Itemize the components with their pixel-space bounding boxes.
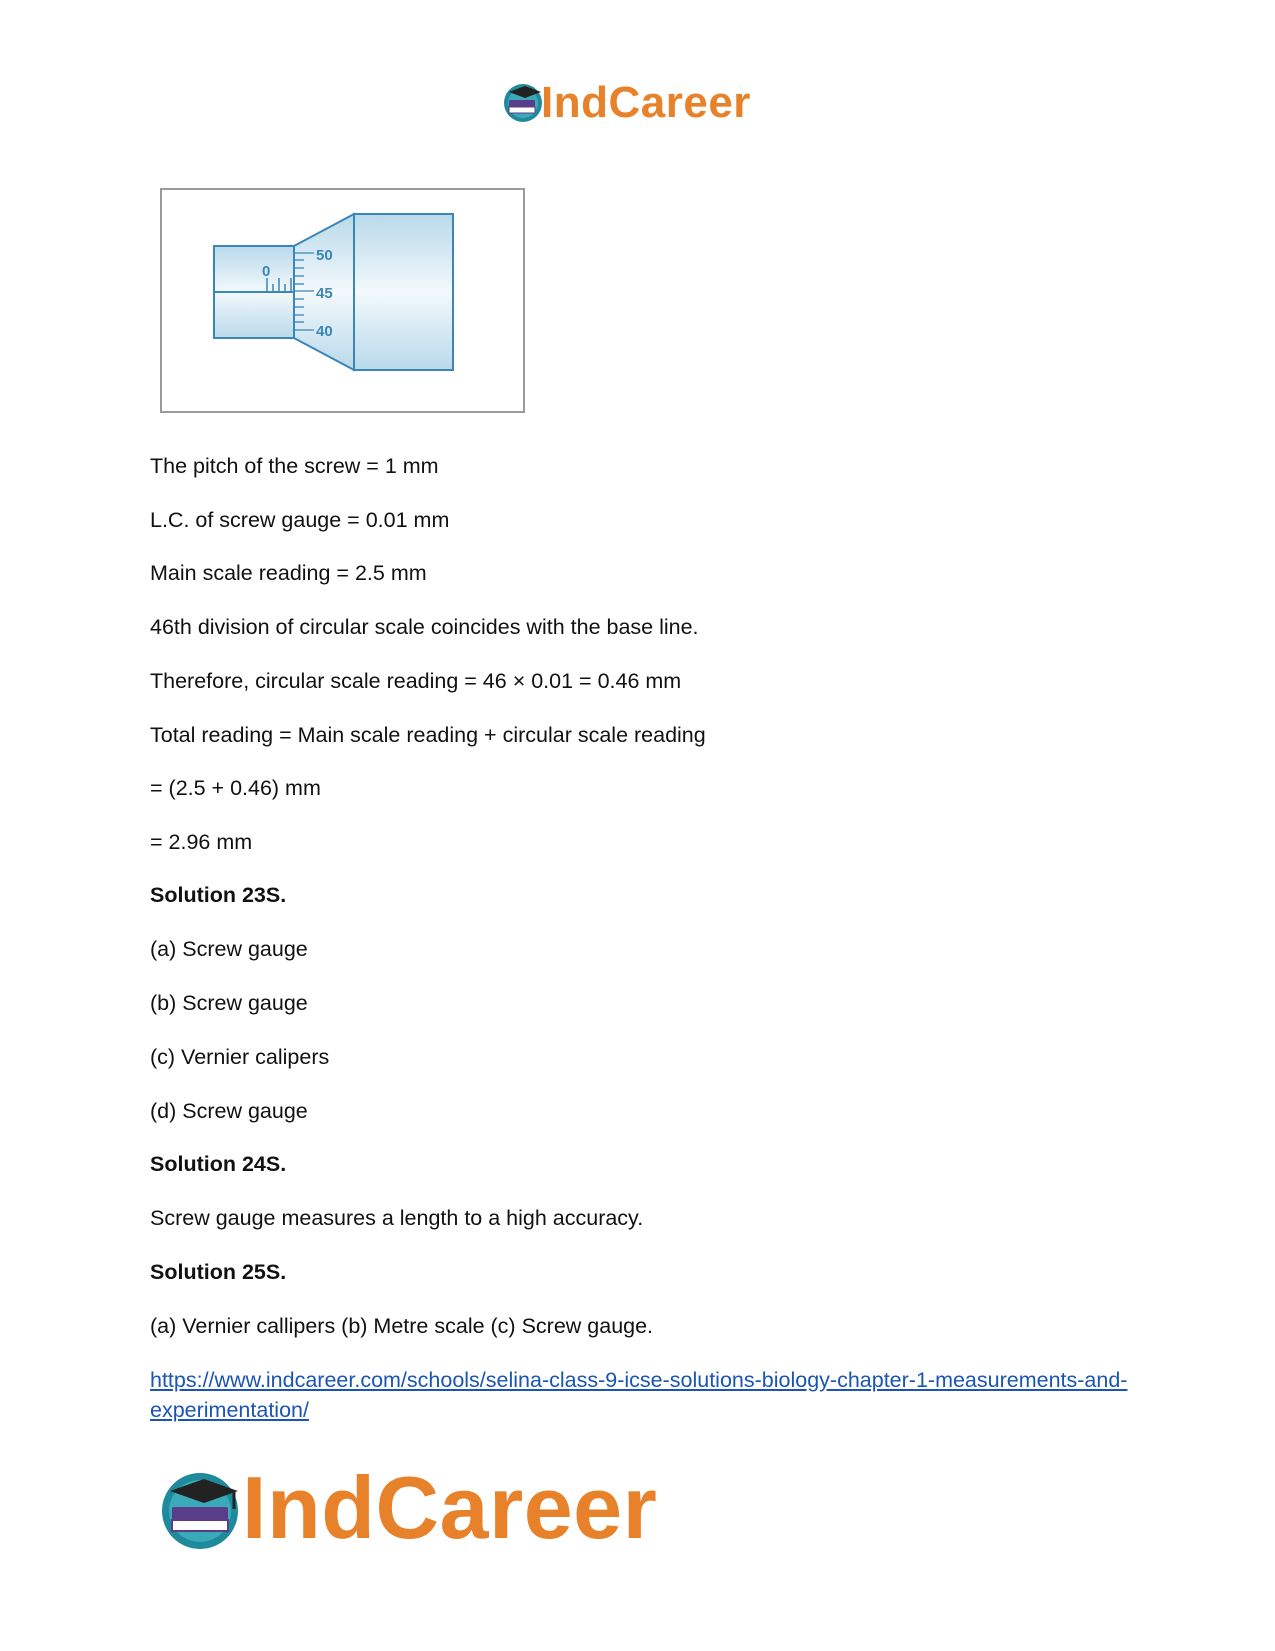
screw-gauge-diagram xyxy=(162,190,523,411)
header-logo xyxy=(503,80,773,130)
division-line: 46th division of circular scale coincides with the base line. xyxy=(150,615,699,639)
result-line: = 2.96 mm xyxy=(150,830,253,854)
circular-scale-label-45: 45 xyxy=(316,285,333,302)
circular-scale-label-40: 40 xyxy=(316,323,333,340)
header-logo-text: IndCareer xyxy=(541,78,751,127)
footer-logo-text: IndCareer xyxy=(242,1458,658,1557)
solution-23-answer-a: (a) Screw gauge xyxy=(150,937,308,961)
circular-reading-line: Therefore, circular scale reading = 46 × 0.01 = 0.46 mm xyxy=(150,669,682,693)
sum-line: = (2.5 + 0.46) mm xyxy=(150,776,321,800)
source-link[interactable]: https://www.indcareer.com/schools/selina-class-9-icse-solutions-biology-chapter-1-measurements-and-experimentation/ xyxy=(150,1368,1128,1422)
solution-23-heading: Solution 23S. xyxy=(150,883,287,907)
footer-logo xyxy=(160,1458,705,1563)
solution-25-text: (a) Vernier callipers (b) Metre scale (c) Screw gauge. xyxy=(150,1314,654,1338)
screw-gauge-figure xyxy=(160,188,525,413)
circular-scale-label-50: 50 xyxy=(316,247,333,264)
main-scale-zero-label: 0 xyxy=(262,263,271,280)
solution-25-heading: Solution 25S. xyxy=(150,1260,287,1284)
solution-23-answer-d: (d) Screw gauge xyxy=(150,1099,308,1123)
pitch-line: The pitch of the screw = 1 mm xyxy=(150,454,439,478)
solution-23-answer-c: (c) Vernier calipers xyxy=(150,1045,330,1069)
total-reading-line: Total reading = Main scale reading + circular scale reading xyxy=(150,723,706,747)
solution-24-text: Screw gauge measures a length to a high accuracy. xyxy=(150,1206,644,1230)
thimble xyxy=(354,214,453,370)
solution-23-answer-b: (b) Screw gauge xyxy=(150,991,308,1015)
least-count-line: L.C. of screw gauge = 0.01 mm xyxy=(150,508,450,532)
solution-24-heading: Solution 24S. xyxy=(150,1152,287,1176)
main-scale-line: Main scale reading = 2.5 mm xyxy=(150,561,427,585)
